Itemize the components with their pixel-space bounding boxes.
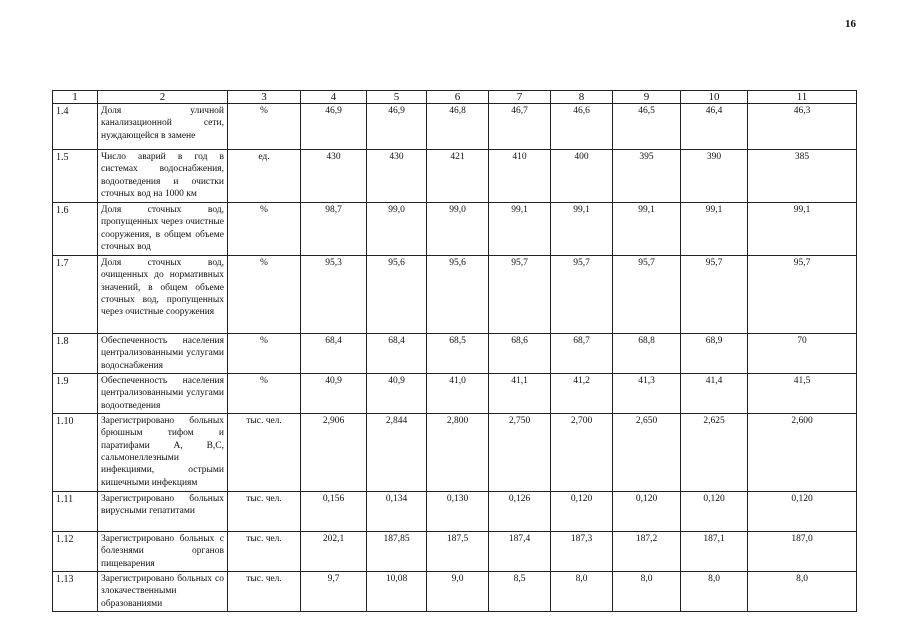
value-cell: 98,7 <box>301 203 367 256</box>
unit-cell: тыс. чел. <box>228 492 301 532</box>
value-cell: 95,7 <box>748 256 857 334</box>
value-cell: 68,6 <box>489 334 551 374</box>
row-number: 1.5 <box>53 150 98 203</box>
table-body <box>53 104 857 612</box>
indicator-name: Доля сточных вод, пропущенных через очистные сооружения, в общем объеме сточных вод <box>98 203 228 256</box>
value-cell: 0,126 <box>489 492 551 532</box>
unit-cell: тыс. чел. <box>228 572 301 612</box>
value-cell: 390 <box>681 150 748 203</box>
value-cell: 8,0 <box>551 572 613 612</box>
value-cell: 9,7 <box>301 572 367 612</box>
value-cell: 41,4 <box>681 374 748 414</box>
value-cell: 99,0 <box>367 203 427 256</box>
value-cell: 46,9 <box>367 104 427 150</box>
table-row <box>53 414 857 492</box>
value-cell: 99,1 <box>489 203 551 256</box>
value-cell: 70 <box>748 334 857 374</box>
table-row <box>53 104 857 150</box>
value-cell: 187,3 <box>551 532 613 572</box>
value-cell: 46,8 <box>427 104 489 150</box>
column-header-7: 7 <box>489 91 551 104</box>
table-row <box>53 532 857 572</box>
value-cell: 430 <box>367 150 427 203</box>
value-cell: 95,6 <box>367 256 427 334</box>
value-cell: 41,5 <box>748 374 857 414</box>
value-cell: 202,1 <box>301 532 367 572</box>
column-header-6: 6 <box>427 91 489 104</box>
row-number: 1.10 <box>53 414 98 492</box>
row-number: 1.4 <box>53 104 98 150</box>
value-cell: 2,700 <box>551 414 613 492</box>
value-cell: 2,800 <box>427 414 489 492</box>
table-row <box>53 572 857 612</box>
column-header-5: 5 <box>367 91 427 104</box>
value-cell: 2,625 <box>681 414 748 492</box>
value-cell: 46,7 <box>489 104 551 150</box>
indicator-name: Зарегистрировано больных брюшным тифом и паратифами А, В,С, сальмонеллезными инфекциями, острыми кишечными инфекциям <box>98 414 228 492</box>
value-cell: 395 <box>613 150 681 203</box>
table-row <box>53 374 857 414</box>
header-row <box>53 91 857 104</box>
value-cell: 8,5 <box>489 572 551 612</box>
value-cell: 410 <box>489 150 551 203</box>
value-cell: 0,120 <box>551 492 613 532</box>
value-cell: 68,4 <box>367 334 427 374</box>
value-cell: 46,3 <box>748 104 857 150</box>
value-cell: 46,5 <box>613 104 681 150</box>
column-header-9: 9 <box>613 91 681 104</box>
value-cell: 2,600 <box>748 414 857 492</box>
value-cell: 0,120 <box>748 492 857 532</box>
value-cell: 99,0 <box>427 203 489 256</box>
unit-cell: % <box>228 374 301 414</box>
value-cell: 10,08 <box>367 572 427 612</box>
value-cell: 40,9 <box>301 374 367 414</box>
indicator-name: Доля уличной канализационной сети, нуждающейся в замене <box>98 104 228 150</box>
value-cell: 2,650 <box>613 414 681 492</box>
unit-cell: % <box>228 256 301 334</box>
value-cell: 0,156 <box>301 492 367 532</box>
unit-cell: % <box>228 334 301 374</box>
column-header-1: 1 <box>53 91 98 104</box>
value-cell: 0,130 <box>427 492 489 532</box>
indicator-name: Обеспеченность населения централизованными услугами водоотведения <box>98 374 228 414</box>
value-cell: 187,1 <box>681 532 748 572</box>
value-cell: 41,0 <box>427 374 489 414</box>
row-number: 1.8 <box>53 334 98 374</box>
value-cell: 421 <box>427 150 489 203</box>
page-number: 16 <box>845 18 856 30</box>
value-cell: 2,750 <box>489 414 551 492</box>
value-cell: 68,7 <box>551 334 613 374</box>
value-cell: 2,844 <box>367 414 427 492</box>
indicator-name: Число аварий в год в системах водоснабжения, водоотведения и очистки сточных вод на 1000 км <box>98 150 228 203</box>
unit-cell: тыс. чел. <box>228 414 301 492</box>
value-cell: 187,4 <box>489 532 551 572</box>
value-cell: 41,3 <box>613 374 681 414</box>
value-cell: 46,6 <box>551 104 613 150</box>
value-cell: 95,6 <box>427 256 489 334</box>
table-row <box>53 203 857 256</box>
unit-cell: % <box>228 203 301 256</box>
unit-cell: % <box>228 104 301 150</box>
value-cell: 95,3 <box>301 256 367 334</box>
value-cell: 95,7 <box>551 256 613 334</box>
value-cell: 41,2 <box>551 374 613 414</box>
value-cell: 68,9 <box>681 334 748 374</box>
value-cell: 95,7 <box>681 256 748 334</box>
value-cell: 8,0 <box>748 572 857 612</box>
value-cell: 400 <box>551 150 613 203</box>
indicator-name: Зарегистрировано больных со злокачественными образованиями <box>98 572 228 612</box>
value-cell: 8,0 <box>613 572 681 612</box>
row-number: 1.13 <box>53 572 98 612</box>
value-cell: 40,9 <box>367 374 427 414</box>
value-cell: 187,0 <box>748 532 857 572</box>
value-cell: 95,7 <box>489 256 551 334</box>
indicator-name: Доля сточных вод, очищенных до нормативных значений, в общем объеме сточных вод, пропущенных через очистные сооружения <box>98 256 228 334</box>
value-cell: 99,1 <box>748 203 857 256</box>
column-header-3: 3 <box>228 91 301 104</box>
value-cell: 385 <box>748 150 857 203</box>
row-number: 1.9 <box>53 374 98 414</box>
table-row <box>53 256 857 334</box>
column-header-4: 4 <box>301 91 367 104</box>
value-cell: 187,85 <box>367 532 427 572</box>
column-header-10: 10 <box>681 91 748 104</box>
unit-cell: тыс. чел. <box>228 532 301 572</box>
row-number: 1.12 <box>53 532 98 572</box>
value-cell: 9,0 <box>427 572 489 612</box>
value-cell: 187,5 <box>427 532 489 572</box>
column-header-2: 2 <box>98 91 228 104</box>
table-row <box>53 334 857 374</box>
unit-cell: ед. <box>228 150 301 203</box>
value-cell: 99,1 <box>613 203 681 256</box>
indicators-table <box>52 90 857 612</box>
value-cell: 0,120 <box>613 492 681 532</box>
indicator-name: Зарегистрировано больных с болезнями органов пищеварения <box>98 532 228 572</box>
row-number: 1.7 <box>53 256 98 334</box>
table-row <box>53 150 857 203</box>
row-number: 1.6 <box>53 203 98 256</box>
value-cell: 99,1 <box>681 203 748 256</box>
value-cell: 0,134 <box>367 492 427 532</box>
value-cell: 46,9 <box>301 104 367 150</box>
value-cell: 41,1 <box>489 374 551 414</box>
value-cell: 68,5 <box>427 334 489 374</box>
column-header-8: 8 <box>551 91 613 104</box>
value-cell: 0,120 <box>681 492 748 532</box>
value-cell: 430 <box>301 150 367 203</box>
column-header-11: 11 <box>748 91 857 104</box>
row-number: 1.11 <box>53 492 98 532</box>
indicator-name: Обеспеченность населения централизованными услугами водоснабжения <box>98 334 228 374</box>
value-cell: 8,0 <box>681 572 748 612</box>
value-cell: 99,1 <box>551 203 613 256</box>
table-row <box>53 492 857 532</box>
value-cell: 187,2 <box>613 532 681 572</box>
value-cell: 46,4 <box>681 104 748 150</box>
value-cell: 68,4 <box>301 334 367 374</box>
value-cell: 95,7 <box>613 256 681 334</box>
value-cell: 2,906 <box>301 414 367 492</box>
indicator-name: Зарегистрировано больных вирусными гепатитами <box>98 492 228 532</box>
value-cell: 68,8 <box>613 334 681 374</box>
